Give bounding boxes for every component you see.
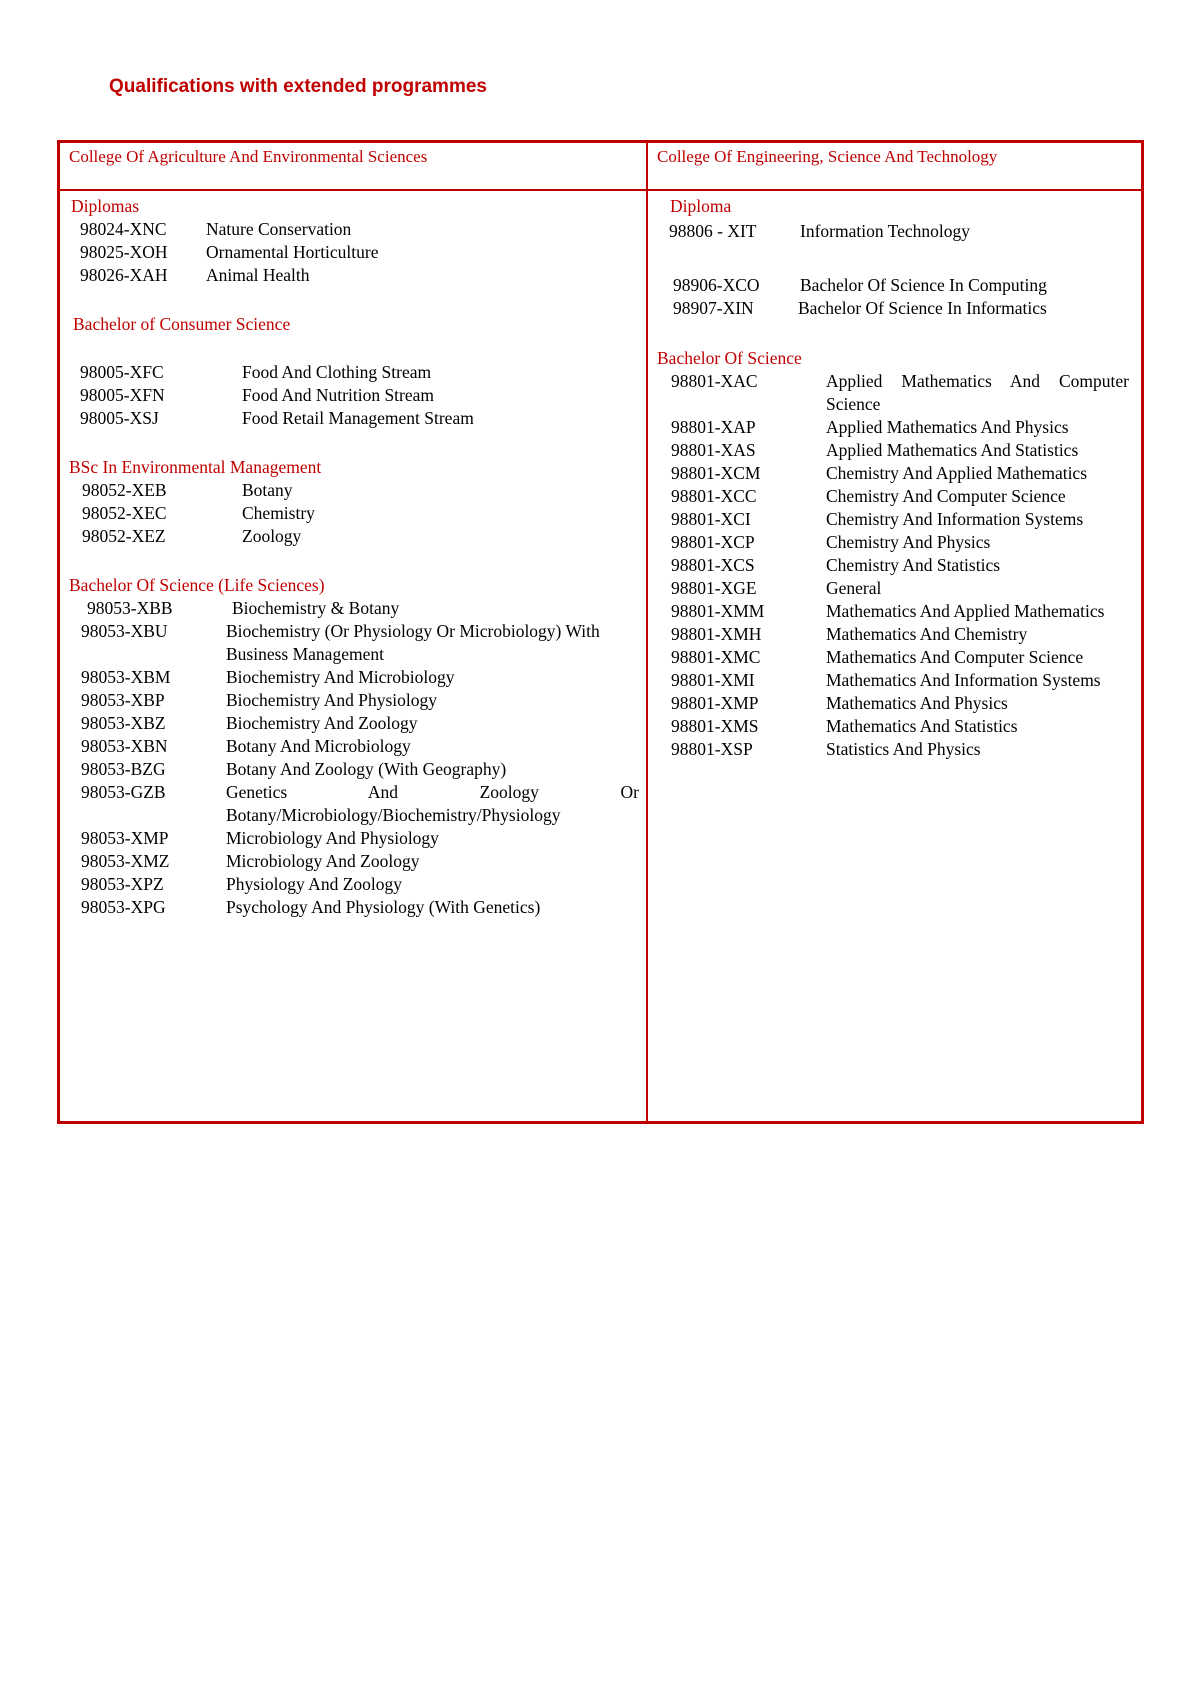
program-code: 98053-GZB — [81, 782, 166, 802]
program-name: Psychology And Physiology (With Genetics) — [226, 897, 541, 917]
program-code: 98024-XNC — [80, 219, 167, 239]
program-code: 98801-XSP — [671, 739, 753, 759]
list-item — [657, 669, 1129, 692]
list-item — [69, 264, 639, 287]
program-name: Statistics And Physics — [826, 739, 981, 759]
program-code: 98801-XMP — [671, 693, 759, 713]
program-name: Mathematics And Applied Mathematics — [826, 601, 1105, 621]
list-item — [657, 554, 1129, 577]
list-item — [657, 715, 1129, 738]
college-header-right: College Of Engineering, Science And Technology — [657, 147, 998, 166]
program-code: 98052-XEC — [82, 503, 167, 523]
college-header-left: College Of Agriculture And Environmental Sciences — [69, 147, 428, 166]
list-item — [69, 666, 639, 689]
list-item — [657, 577, 1129, 600]
program-name: Animal Health — [206, 265, 310, 285]
program-name: Chemistry And Computer Science — [826, 486, 1066, 506]
program-code: 98053-XMP — [81, 828, 169, 848]
program-name: Food Retail Management Stream — [242, 408, 474, 428]
section-title: BSc In Environmental Management — [69, 457, 322, 477]
header-divider — [60, 189, 1141, 191]
program-name: Chemistry — [242, 503, 315, 523]
program-name: Microbiology And Zoology — [226, 851, 420, 871]
list-item — [69, 407, 639, 430]
list-item — [657, 370, 1129, 416]
page-title: Qualifications with extended programmes — [109, 76, 487, 97]
program-name: Mathematics And Statistics — [826, 716, 1018, 736]
program-name: Mathematics And Physics — [826, 693, 1008, 713]
program-name: Microbiology And Physiology — [226, 828, 439, 848]
program-code: 98005-XSJ — [80, 408, 159, 428]
program-name: Mathematics And Information Systems — [826, 670, 1101, 690]
program-name: Zoology — [242, 526, 302, 546]
program-code: 98025-XOH — [80, 242, 168, 262]
program-code: 98052-XEZ — [82, 526, 166, 546]
program-name: Information Technology — [800, 221, 971, 241]
program-name: Physiology And Zoology — [226, 874, 402, 894]
program-code: 98053-XBN — [81, 736, 168, 756]
list-item — [657, 646, 1129, 669]
program-code: 98801-XMM — [671, 601, 765, 621]
program-code: 98801-XCC — [671, 486, 757, 506]
list-item — [69, 597, 639, 620]
program-code: 98005-XFN — [80, 385, 165, 405]
program-name: Chemistry And Applied Mathematics — [826, 463, 1088, 483]
list-item — [69, 218, 639, 241]
program-name: Biochemistry & Botany — [232, 598, 400, 618]
list-item — [657, 218, 1129, 245]
list-item — [69, 241, 639, 264]
program-code: 98806 - XIT — [669, 221, 757, 241]
left-column — [69, 195, 639, 919]
list-item — [69, 735, 639, 758]
section-title: Diploma — [670, 196, 732, 216]
program-code: 98026-XAH — [80, 265, 168, 285]
column-divider — [646, 143, 648, 1121]
list-item — [657, 738, 1129, 761]
program-name: Botany — [242, 480, 293, 500]
list-item — [69, 896, 639, 919]
list-item — [69, 479, 639, 502]
right-column — [657, 195, 1129, 761]
program-code: 98053-XBZ — [81, 713, 166, 733]
program-code: 98801-XMS — [671, 716, 759, 736]
program-code: 98801-XCP — [671, 532, 755, 552]
program-name: Mathematics And Computer Science — [826, 647, 1084, 667]
program-name: Applied Mathematics And Physics — [826, 417, 1069, 437]
program-name: Nature Conservation — [206, 219, 352, 239]
program-name: Mathematics And Chemistry — [826, 624, 1028, 644]
list-item — [69, 873, 639, 896]
program-name: Biochemistry And Physiology — [226, 690, 437, 710]
program-code: 98801-XGE — [671, 578, 757, 598]
program-name: Applied Mathematics And Statistics — [826, 440, 1079, 460]
list-item — [69, 712, 639, 735]
program-code: 98801-XCI — [671, 509, 751, 529]
section-title: Diplomas — [71, 196, 140, 216]
list-item — [657, 274, 1129, 297]
section-title: Bachelor Of Science (Life Sciences) — [69, 575, 325, 595]
list-item — [657, 692, 1129, 715]
program-name: Food And Nutrition Stream — [242, 385, 435, 405]
program-name: Biochemistry (Or Physiology Or Microbiology) With Business Management — [226, 621, 600, 664]
list-item — [657, 485, 1129, 508]
program-name: Genetics And Zoology Or Botany/Microbiology/Biochemistry/Physiology — [226, 782, 639, 825]
program-code: 98053-XBM — [81, 667, 171, 687]
program-code: 98801-XAP — [671, 417, 756, 437]
program-code: 98005-XFC — [80, 362, 164, 382]
list-item — [657, 416, 1129, 439]
program-code: 98801-XAC — [671, 371, 758, 391]
program-code: 98801-XCS — [671, 555, 755, 575]
program-name: Ornamental Horticulture — [206, 242, 379, 262]
list-item — [69, 827, 639, 850]
program-name: Biochemistry And Zoology — [226, 713, 418, 733]
program-name: Chemistry And Information Systems — [826, 509, 1084, 529]
list-item — [657, 462, 1129, 485]
section-title: Bachelor Of Science — [657, 348, 802, 368]
program-name: Applied Mathematics And Computer Science — [826, 371, 1129, 414]
list-item — [657, 623, 1129, 646]
program-name: Chemistry And Physics — [826, 532, 991, 552]
program-code: 98053-XBU — [81, 621, 168, 641]
program-code: 98906-XCO — [673, 275, 760, 295]
program-code: 98907-XIN — [673, 298, 754, 318]
list-item — [657, 508, 1129, 531]
program-code: 98053-XMZ — [81, 851, 170, 871]
list-item — [69, 502, 639, 525]
program-name: Bachelor Of Science In Informatics — [798, 298, 1047, 318]
program-name: Food And Clothing Stream — [242, 362, 432, 382]
list-item — [69, 781, 639, 827]
list-item — [657, 439, 1129, 462]
qualifications-table — [57, 140, 1144, 1124]
section-title: Bachelor of Consumer Science — [73, 314, 291, 334]
program-code: 98801-XMI — [671, 670, 755, 690]
list-item — [69, 689, 639, 712]
list-item — [657, 531, 1129, 554]
list-item — [69, 620, 639, 666]
list-item — [69, 758, 639, 781]
program-name: Biochemistry And Microbiology — [226, 667, 455, 687]
program-code: 98053-XBB — [87, 598, 173, 618]
list-item — [69, 361, 639, 384]
program-name: General — [826, 578, 882, 598]
list-item — [657, 600, 1129, 623]
list-item — [69, 384, 639, 407]
program-code: 98801-XCM — [671, 463, 761, 483]
program-code: 98801-XMC — [671, 647, 761, 667]
program-code: 98053-BZG — [81, 759, 166, 779]
program-code: 98801-XMH — [671, 624, 762, 644]
program-code: 98801-XAS — [671, 440, 756, 460]
program-name: Chemistry And Statistics — [826, 555, 1001, 575]
program-name: Botany And Zoology (With Geography) — [226, 759, 507, 779]
list-item — [69, 850, 639, 873]
list-item — [657, 297, 1129, 320]
program-name: Bachelor Of Science In Computing — [800, 275, 1047, 295]
program-code: 98052-XEB — [82, 480, 167, 500]
program-name: Botany And Microbiology — [226, 736, 411, 756]
list-item — [69, 525, 639, 548]
program-code: 98053-XPZ — [81, 874, 164, 894]
program-code: 98053-XPG — [81, 897, 166, 917]
program-code: 98053-XBP — [81, 690, 165, 710]
